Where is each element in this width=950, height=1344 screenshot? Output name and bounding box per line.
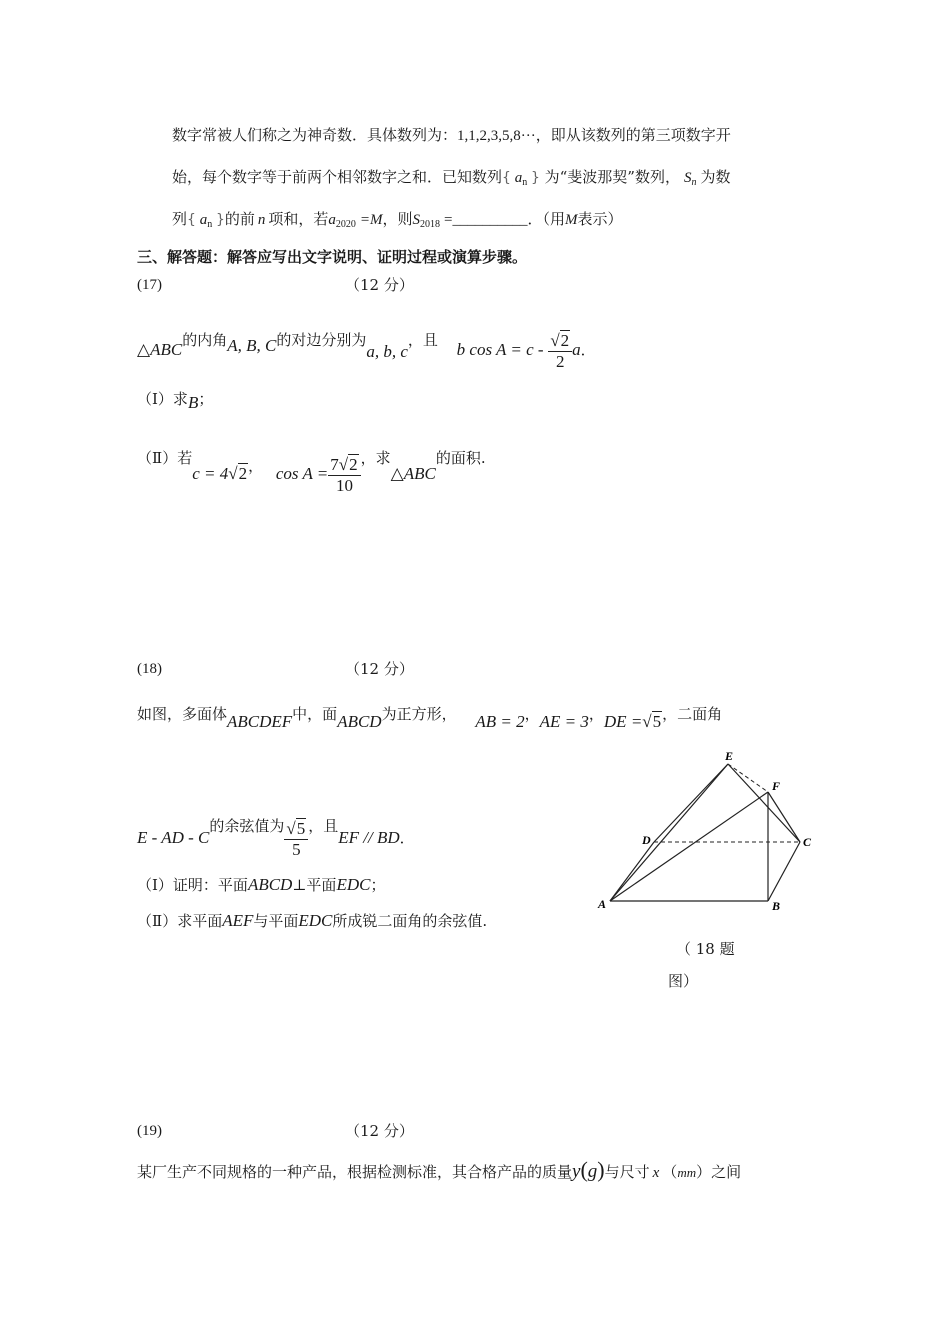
q18-figure-caption-line1: （ 18 题 — [676, 940, 735, 958]
edge-FC — [768, 792, 800, 842]
p16-line2: 始，每个数字等于前两个相邻数字之和．已知数列{ $a_n$ } 为“斐波那契”数列， $S_n$ 为数 — [172, 168, 731, 188]
q19-number: (19) — [137, 1123, 162, 1139]
q18-number: (18) — [137, 661, 162, 677]
edge-EF-hidden — [728, 764, 768, 792]
label-E: E — [725, 749, 734, 763]
q17-fraction: $\frac{√2}{2}$ — [548, 331, 572, 372]
q17-equation-left: b cos A = c - — [456, 340, 544, 359]
edge-AF — [610, 792, 768, 901]
q18-statement: 如图，多面体ABCDEF中，面ABCD为正方形， AB = 2，AE = 3，DE =√5，二面角 — [137, 705, 723, 731]
p16-l2-c: 为数 — [700, 168, 731, 186]
edge-BC — [768, 842, 800, 901]
q18-figure-caption-line2: 图） — [668, 972, 699, 990]
q18-condition: E - AD - C的余弦值为 $\frac{√5}{5}$ ，且EF // BD． — [137, 817, 415, 859]
p16-l3-b: 的前 — [224, 210, 255, 228]
q18-cos-fraction: $\frac{√5}{5}$ — [284, 819, 308, 860]
q17-score: （12 分） — [345, 276, 414, 294]
label-F: F — [772, 779, 781, 793]
q19-score: （12 分） — [345, 1122, 414, 1140]
p16-l1-text: 数字常被人们称之为神奇数．具体数列为： — [172, 126, 458, 144]
p16-l3-a: 列 — [172, 210, 188, 228]
q19-statement: 某厂生产不同规格的一种产品，根据检测标准，其合格产品的质量y(g)与尺寸 x （mm）之间 — [137, 1157, 742, 1182]
q18-part2: （Ⅱ）求平面AEF与平面EDC所成锐二面角的余弦值. — [137, 911, 488, 930]
edge-AD — [610, 842, 654, 901]
p16-l3-c: 项和，若 — [268, 210, 329, 228]
p16-l2-a: 始，每个数字等于前两个相邻数字之和．已知数列 — [172, 168, 503, 186]
p16-line3: 列{ $a_n$ }的前 n 项和，若$a_{2020} =M$，则$S_{2018}$ =__________．（用M表示） — [172, 210, 623, 230]
p16-l3-n: n — [257, 212, 266, 228]
edge-DE — [654, 764, 728, 842]
p16-l3-d: ，则 — [382, 210, 413, 228]
q17-cos-fraction: $\frac{7√2}{10}$ — [328, 455, 360, 496]
p16-l3-eq: =M — [359, 212, 383, 228]
q18-polyhedron-figure — [596, 748, 822, 916]
p16-l3-e: =__________．（用 — [444, 212, 565, 228]
q18-score: （12 分） — [345, 660, 414, 678]
edge-EC — [728, 764, 800, 842]
q18-part1: （Ⅰ）证明：平面ABCD⊥平面EDC； — [137, 875, 386, 894]
q17-part1: （Ⅰ）求B； — [137, 390, 214, 412]
p16-l2-b: 为“斐波那契”数列， — [544, 168, 680, 186]
q17-triangle: △ABC — [137, 340, 183, 359]
q17-statement: △ABC的内角A, B, C的对边分别为a, b, c，且 b cos A = c - $\frac{√2}{2}$ a． — [137, 330, 596, 371]
p16-l3-f: 表示） — [577, 210, 623, 228]
label-C: C — [803, 835, 812, 849]
q17-number: (17) — [137, 277, 162, 293]
p16-l1-seq: 1,1,2,3,5,8··· — [457, 128, 536, 144]
q17-sides: a, b, c — [366, 342, 408, 361]
q17-part2: （Ⅱ）若c = 4√2， cos A = $\frac{7√2}{10}$ ，求△ABC的面积. — [137, 449, 486, 495]
label-D: D — [642, 833, 651, 847]
p16-l1-tail: ，即从该数列的第三项数字开 — [535, 126, 731, 144]
q17-c-value: c = 4√2 — [192, 464, 248, 483]
label-A: A — [598, 897, 607, 911]
q17-angles: A, B, C — [227, 336, 277, 355]
p16-l3-M: M — [565, 212, 578, 228]
p16-line1 — [172, 124, 731, 147]
section-3-header: 三、解答题：解答应写出文字说明、证明过程或演算步骤。 — [137, 248, 528, 266]
label-B: B — [772, 899, 781, 913]
